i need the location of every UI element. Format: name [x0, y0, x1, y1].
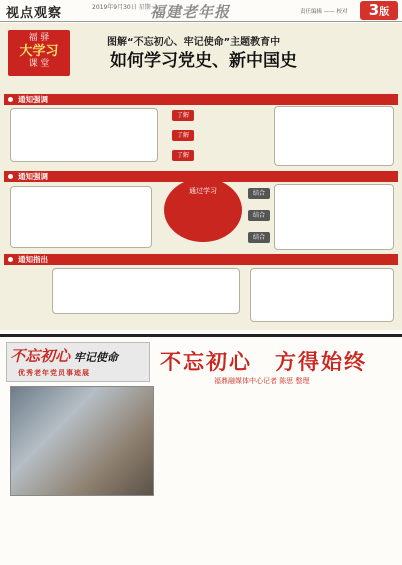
- section-bar: 通知指出: [4, 254, 398, 265]
- article-headline: 不忘初心 方得始终: [160, 349, 367, 374]
- logo-line1: 福 驿: [28, 33, 50, 43]
- tag-label: 结合: [248, 188, 270, 199]
- banner-script: [10, 345, 118, 366]
- page-number-badge: [360, 1, 398, 20]
- tag-label: 了解: [172, 130, 194, 141]
- logo-line2: 大学习: [19, 44, 59, 59]
- banner-script-rest: 牢记使命: [73, 351, 118, 364]
- page-label: 版: [379, 7, 390, 18]
- edition-info: 责任编辑 —— 校对: [300, 9, 348, 15]
- hub-label: 通过学习: [189, 187, 217, 195]
- photo-caption: [8, 500, 156, 510]
- section-bar: 通知强调: [4, 94, 398, 105]
- column-logo: [8, 30, 70, 76]
- feature-subtitle: 图解“不忘初心、牢记使命”主题教育中: [107, 37, 281, 48]
- tag-label: 结合: [248, 210, 270, 221]
- banner-subtitle: 优秀老年党员事迹展: [18, 369, 90, 377]
- masthead: 福建老年报: [150, 3, 231, 21]
- text-bubble: [274, 106, 394, 166]
- tag-label: 结合: [248, 232, 270, 243]
- text-bubble: [274, 184, 394, 250]
- feature-title: 如何学习党史、新中国史: [110, 51, 297, 71]
- tag-label: 了解: [172, 150, 194, 161]
- portrait-photo: [10, 386, 154, 496]
- tag-label: 了解: [172, 110, 194, 121]
- section-name: 视点观察: [6, 6, 63, 21]
- article-byline: 福鼎融媒体中心记者 陈思 整理: [214, 377, 310, 385]
- feature-intro: [8, 76, 396, 94]
- page-number: 3: [368, 1, 380, 19]
- list-bubble: [198, 106, 268, 160]
- section-bar: 通知强调: [4, 171, 398, 182]
- text-bubble: [52, 268, 240, 314]
- text-bubble: [10, 186, 152, 248]
- text-bubble: [10, 108, 158, 162]
- text-bubble: [250, 268, 394, 322]
- hub-circle: [164, 178, 242, 242]
- divider: [0, 334, 402, 337]
- banner-script-first: 不忘初心: [10, 347, 71, 365]
- logo-line3: 课 堂: [28, 59, 50, 69]
- issue-date: 2019年9月30日 星期一: [92, 4, 157, 11]
